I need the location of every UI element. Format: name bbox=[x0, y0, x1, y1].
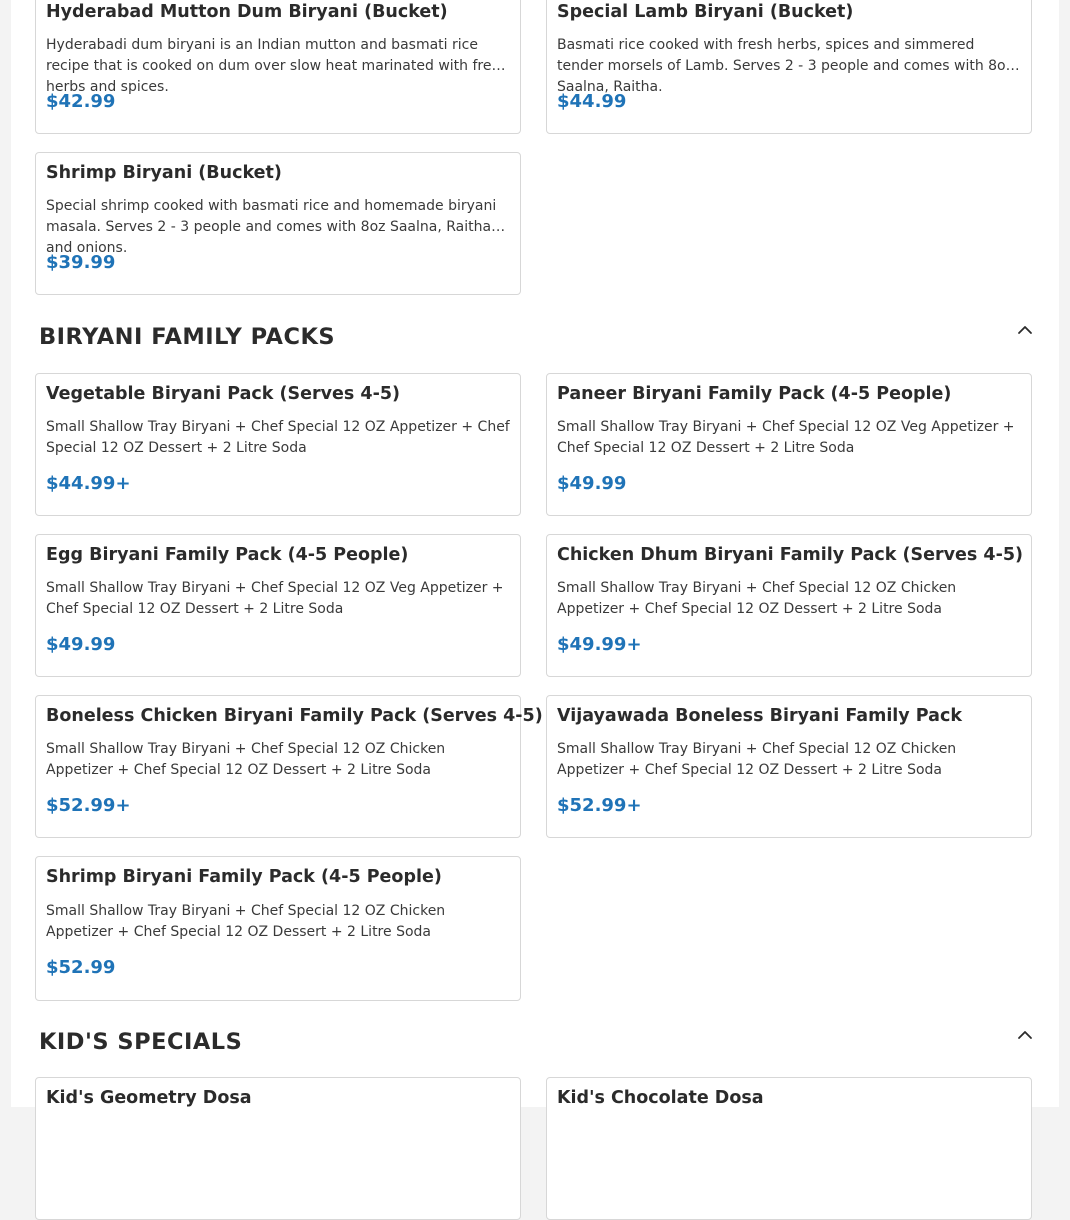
menu-item-card[interactable] bbox=[35, 856, 521, 1001]
menu-item-price: $52.99+ bbox=[557, 795, 642, 816]
menu-item-price: $49.99 bbox=[46, 634, 116, 655]
menu-item-description: Basmati rice cooked with fresh herbs, spices and simmered tender morsels of Lamb. Serves 2 - 3 people and comes with 8oz Saalna, Raitha. bbox=[557, 37, 1013, 95]
menu-item-price: $39.99 bbox=[46, 252, 116, 273]
menu-item-description: Small Shallow Tray Biryani + Chef Special 12 OZ Appetizer + Chef Special 12 OZ Dessert + 2 Litre Soda bbox=[46, 419, 510, 456]
menu-item-price: $52.99 bbox=[46, 957, 116, 978]
menu-item-price: $49.99 bbox=[557, 473, 627, 494]
menu-item-title: Vegetable Biryani Pack (Serves 4-5) bbox=[46, 384, 401, 404]
menu-item-price: $42.99 bbox=[46, 91, 116, 112]
menu-item-description: Small Shallow Tray Biryani + Chef Special 12 OZ Chicken Appetizer + Chef Special 12 OZ Dessert + 2 Litre Soda bbox=[46, 903, 446, 940]
menu-item-description: Hyderabadi dum biryani is an Indian mutton and basmati rice recipe that is cooked on dum over slow heat marinated with fresh herbs and spices. bbox=[46, 37, 508, 95]
menu-item-price: $44.99+ bbox=[46, 473, 131, 494]
menu-item-card[interactable] bbox=[546, 0, 1032, 134]
menu-item-card[interactable] bbox=[35, 695, 543, 838]
menu-page bbox=[11, 0, 1059, 1107]
menu-item-card[interactable] bbox=[35, 0, 521, 134]
menu-item-title: Paneer Biryani Family Pack (4-5 People) bbox=[557, 384, 952, 404]
menu-item-price: $52.99+ bbox=[46, 795, 131, 816]
menu-item-description: Special shrimp cooked with basmati rice and homemade biryani masala. Serves 2 - 3 people and comes with 8oz Saalna, Raitha and onions. bbox=[46, 198, 497, 256]
menu-item-price: $49.99+ bbox=[557, 634, 642, 655]
menu-item-title: Egg Biryani Family Pack (4-5 People) bbox=[46, 545, 409, 565]
chevron-up-icon[interactable] bbox=[1015, 1025, 1035, 1045]
menu-item-card[interactable] bbox=[546, 1077, 1032, 1220]
menu-item-description: Small Shallow Tray Biryani + Chef Special 12 OZ Chicken Appetizer + Chef Special 12 OZ Dessert + 2 Litre Soda bbox=[557, 741, 957, 778]
menu-item-title: Boneless Chicken Biryani Family Pack (Serves 4-5) bbox=[46, 706, 543, 726]
menu-item-card[interactable] bbox=[35, 1077, 521, 1220]
chevron-up-icon[interactable] bbox=[1015, 320, 1035, 340]
menu-item-title: Kid's Chocolate Dosa bbox=[557, 1088, 764, 1108]
menu-item-card[interactable] bbox=[35, 373, 521, 516]
menu-item-card[interactable] bbox=[35, 534, 521, 677]
menu-item-description: Small Shallow Tray Biryani + Chef Special 12 OZ Chicken Appetizer + Chef Special 12 OZ Dessert + 2 Litre Soda bbox=[46, 741, 446, 778]
menu-item-card[interactable] bbox=[546, 373, 1032, 516]
menu-item-title: Shrimp Biryani Family Pack (4-5 People) bbox=[46, 867, 442, 887]
section-title-biryani-family-packs: BIRYANI FAMILY PACKS bbox=[39, 324, 336, 350]
menu-item-title: Kid's Geometry Dosa bbox=[46, 1088, 252, 1108]
section-title-kids-specials: KID'S SPECIALS bbox=[39, 1029, 243, 1055]
menu-item-title: Special Lamb Biryani (Bucket) bbox=[557, 2, 854, 22]
menu-item-description: Small Shallow Tray Biryani + Chef Special 12 OZ Chicken Appetizer + Chef Special 12 OZ Dessert + 2 Litre Soda bbox=[557, 580, 957, 617]
menu-item-title: Vijayawada Boneless Biryani Family Pack bbox=[557, 706, 962, 726]
menu-item-card[interactable] bbox=[35, 152, 521, 295]
menu-item-title: Shrimp Biryani (Bucket) bbox=[46, 163, 282, 183]
menu-item-price: $44.99 bbox=[557, 91, 627, 112]
menu-item-title: Chicken Dhum Biryani Family Pack (Serves 4-5) bbox=[557, 545, 1024, 565]
menu-item-card[interactable] bbox=[546, 534, 1032, 677]
menu-item-description: Small Shallow Tray Biryani + Chef Special 12 OZ Veg Appetizer + Chef Special 12 OZ Dessert + 2 Litre Soda bbox=[557, 419, 1015, 456]
menu-item-title: Hyderabad Mutton Dum Biryani (Bucket) bbox=[46, 2, 448, 22]
menu-item-card[interactable] bbox=[546, 695, 1032, 838]
menu-item-description: Small Shallow Tray Biryani + Chef Special 12 OZ Veg Appetizer + Chef Special 12 OZ Dessert + 2 Litre Soda bbox=[46, 580, 504, 617]
